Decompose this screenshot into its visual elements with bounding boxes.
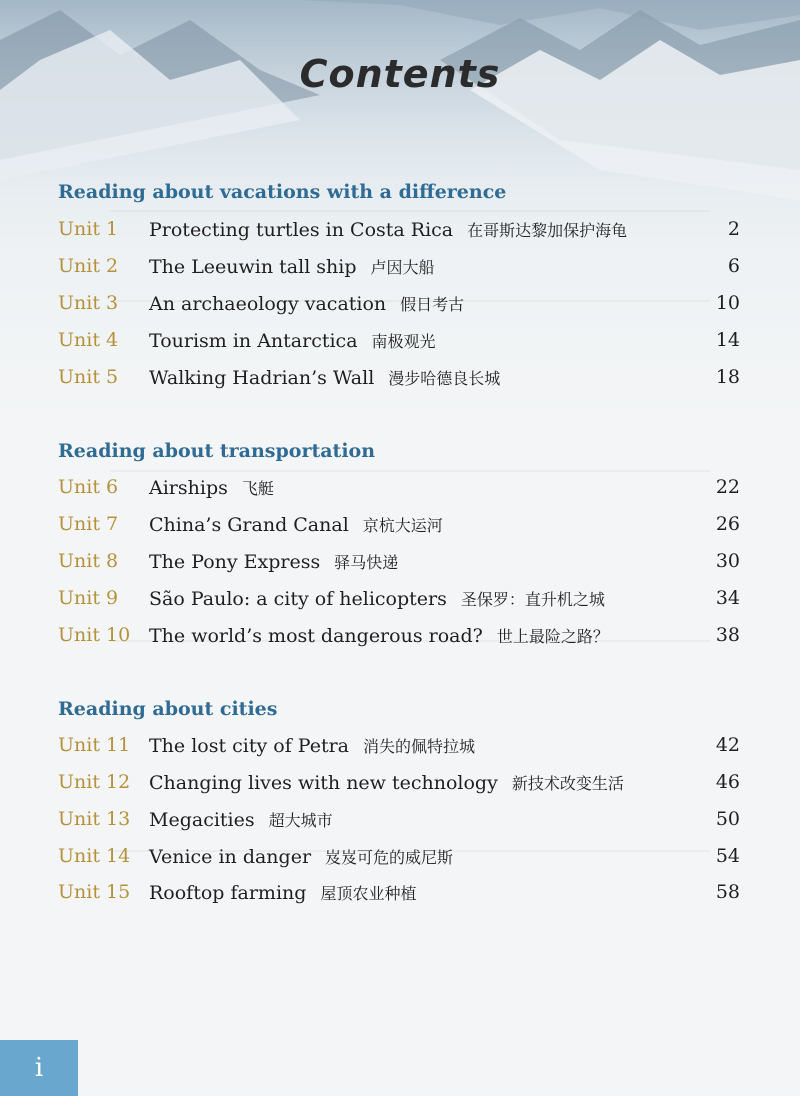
unit-title: The Pony Express 驿马快递: [149, 551, 399, 573]
unit-chinese-title: 驿马快递: [334, 553, 399, 572]
unit-title: Protecting turtles in Costa Rica 在哥斯达黎加保护海龟: [149, 219, 628, 241]
unit-chinese-title: 圣保罗：直升机之城: [460, 590, 605, 609]
unit-title: Airships 飞艇: [149, 477, 274, 499]
page-number: 26: [715, 513, 740, 535]
toc-entry-unit-9[interactable]: [58, 587, 740, 617]
unit-label: Unit 5: [58, 366, 119, 388]
page-title: Contents: [299, 52, 501, 96]
unit-chinese-title: 新技术改变生活: [511, 774, 624, 793]
toc-entry-unit-3[interactable]: [58, 292, 740, 322]
toc-entry-unit-5[interactable]: [58, 366, 740, 396]
unit-title: Walking Hadrian’s Wall 漫步哈德良长城: [149, 367, 501, 389]
toc-entry-unit-8[interactable]: [58, 550, 740, 580]
toc-entry-unit-1[interactable]: [58, 218, 740, 248]
toc-entry-unit-15[interactable]: [58, 881, 740, 911]
page-number: 42: [715, 734, 740, 756]
page-number: 38: [715, 624, 740, 646]
page-number: 46: [715, 771, 740, 793]
unit-label: Unit 2: [58, 255, 119, 277]
page-number: 18: [715, 366, 740, 388]
section-heading-cities: Reading about cities: [58, 698, 278, 720]
unit-title: Venice in danger 岌岌可危的威尼斯: [149, 846, 454, 868]
page-number: 10: [715, 292, 740, 314]
page-number: 14: [715, 329, 740, 351]
unit-label: Unit 9: [58, 587, 119, 609]
unit-label: Unit 12: [58, 771, 131, 793]
unit-chinese-title: 超大城市: [268, 811, 333, 830]
unit-chinese-title: 在哥斯达黎加保护海龟: [467, 221, 628, 240]
section-heading-transportation: Reading about transportation: [58, 440, 376, 462]
unit-title: Megacities 超大城市: [149, 809, 333, 831]
unit-chinese-title: 飞艇: [241, 479, 274, 498]
page-folio: i: [0, 1040, 78, 1096]
page-number: 6: [727, 255, 740, 277]
unit-chinese-title: 世上最险之路？: [496, 627, 609, 646]
toc-entry-unit-13[interactable]: [58, 808, 740, 838]
unit-label: Unit 4: [58, 329, 119, 351]
unit-chinese-title: 假日考古: [400, 295, 465, 314]
unit-title: The world’s most dangerous road? 世上最险之路？: [149, 625, 609, 647]
unit-title: Rooftop farming 屋顶农业种植: [149, 882, 417, 904]
unit-label: Unit 13: [58, 808, 131, 830]
toc-entry-unit-10[interactable]: [58, 624, 740, 654]
unit-label: Unit 3: [58, 292, 119, 314]
unit-chinese-title: 京杭大运河: [362, 516, 443, 535]
page-number: 22: [715, 476, 740, 498]
toc-entry-unit-4[interactable]: [58, 329, 740, 359]
toc-entry-unit-14[interactable]: [58, 845, 740, 875]
unit-title: The lost city of Petra 消失的佩特拉城: [149, 735, 476, 757]
unit-chinese-title: 消失的佩特拉城: [363, 737, 476, 756]
page-number: 50: [715, 808, 740, 830]
unit-title: China’s Grand Canal 京杭大运河: [149, 514, 443, 536]
section-heading-vacations: Reading about vacations with a difference: [58, 181, 507, 203]
unit-chinese-title: 南极观光: [371, 332, 436, 351]
unit-title: An archaeology vacation 假日考古: [149, 293, 465, 315]
unit-title: Tourism in Antarctica 南极观光: [149, 330, 436, 352]
unit-label: Unit 11: [58, 734, 131, 756]
page-number: 58: [715, 881, 740, 903]
unit-title: Changing lives with new technology 新技术改变生活: [149, 772, 624, 794]
toc-entry-unit-6[interactable]: [58, 476, 740, 506]
unit-label: Unit 10: [58, 624, 131, 646]
page-number: 30: [715, 550, 740, 572]
unit-label: Unit 14: [58, 845, 131, 867]
unit-chinese-title: 漫步哈德良长城: [388, 369, 501, 388]
unit-label: Unit 8: [58, 550, 119, 572]
toc-entry-unit-12[interactable]: [58, 771, 740, 801]
toc-entry-unit-11[interactable]: [58, 734, 740, 764]
unit-label: Unit 1: [58, 218, 119, 240]
faint-background-text: [110, 470, 710, 472]
page-number: 54: [715, 845, 740, 867]
unit-label: Unit 6: [58, 476, 119, 498]
unit-chinese-title: 屋顶农业种植: [320, 884, 417, 903]
faint-background-text: [110, 210, 710, 212]
toc-entry-unit-2[interactable]: [58, 255, 740, 285]
page-number: 34: [715, 587, 740, 609]
unit-title: São Paulo: a city of helicopters 圣保罗：直升机之城: [149, 588, 605, 610]
unit-title: The Leeuwin tall ship 卢因大船: [149, 256, 435, 278]
unit-label: Unit 7: [58, 513, 119, 535]
unit-chinese-title: 岌岌可危的威尼斯: [325, 848, 454, 867]
unit-label: Unit 15: [58, 881, 131, 903]
toc-entry-unit-7[interactable]: [58, 513, 740, 543]
page-number: 2: [727, 218, 740, 240]
unit-chinese-title: 卢因大船: [370, 258, 435, 277]
